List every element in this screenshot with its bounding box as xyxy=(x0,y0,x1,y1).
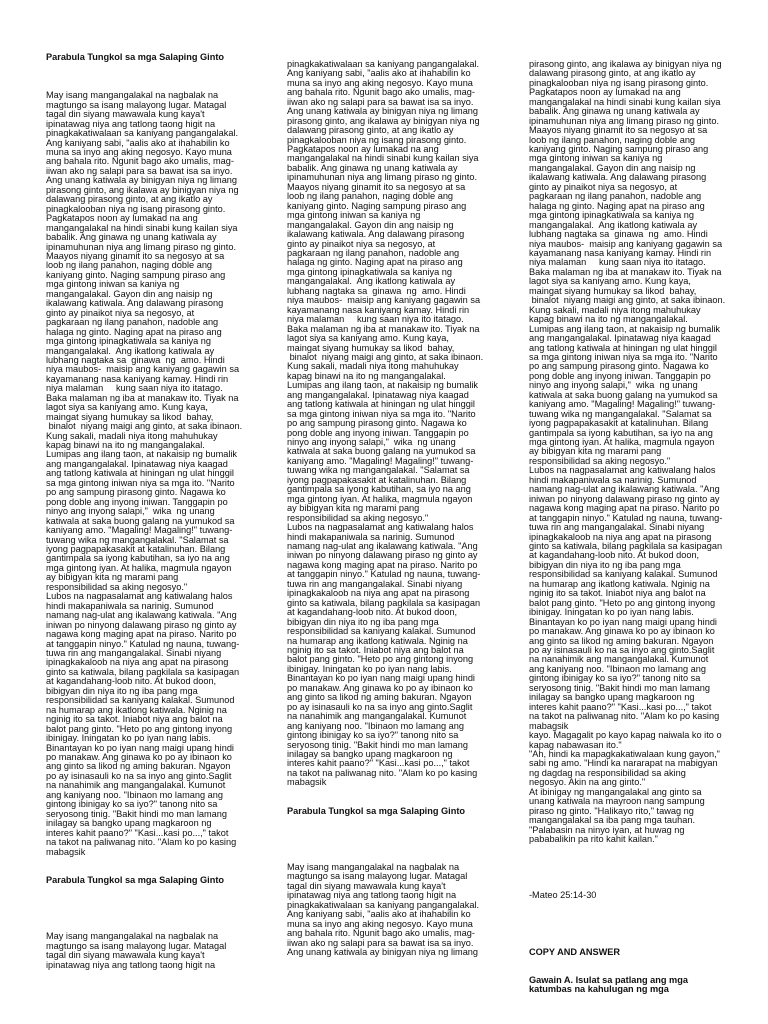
section-heading: COPY AND ANSWER xyxy=(529,946,621,957)
parable-title-repeat: Parabula Tungkol sa mga Salaping Ginto xyxy=(46,874,224,885)
parable-body: May isang mangangalakal na nagbalak na magtungo sa isang malayong lugar. Matagal tagal din siyang mawawala kung kaya't ipinatawag niya ang tatlong taong higit na pinagkakatiwalaan sa kaniyang pangangalakal. Ang kaniyang sabi, "aalis ako at ihahabilin ko muna sa inyo ang aking negosyo. Kayo muna ang bahala rito. Ngunit bago ako umalis, mag- iiwan ako ng salapi para sa bawat isa sa inyo. Ang unang katiwala ay binigyan niya ng limang pirasong ginto, ang ikalawa ay binigyan niya ng dalawang pirasong ginto, at ang ikatlo ay pinagkalooban niya ng isang pirasong ginto. Pagkatapos noon ay lumakad na ang mangangalakal na hindi sinabi kung kailan siya babalik. Ang ginawa ng unang katiwala ay ipinamuhunan niya ang limang piraso ng ginto. Maayos niyang ginamit ito sa negosyo at sa loob ng ilang panahon, naging doble ang kaniyang ginto. Naging sampung piraso ang mga gintong iniwan sa kaniya ng mangangalakal. Gayon din ang naisip ng ikalawang katiwala. Ang dalawang pirasong ginto ay pinaikot niya sa negosyo, at pagkaraan ng ilang panahon, nadoble ang halaga ng ginto. Naging apat na piraso ang mga gintong ipinagkatiwala sa kaniya ng mangangalakal. Ang ikatlong katiwala ay lubhang nagtaka sa ginawa ng amo. Hindi niya maubos- maisip ang kaniyang gagawin sa kayamanang nasa kaniyang kamay. Hindi rin niya malaman kung saan niya ito itatago. Baka malaman ng iba at manakaw ito. Tiyak na lagot siya sa kaniyang amo. Kung kaya, maingat siyang humukay sa likod bahay, binalot niyang maigi ang ginto, at saka ibinaon. Kung sakali, madali niya itong mahuhukay kapag binawi na ito ng mangangalakal. Lumipas ang ilang taon, at nakaisip ng bumalik ang mangangalakal. Ipinatawag niya kaagad ang tatlong katiwala at hiningan ng ulat hinggil sa mga gintong iniwan niya sa mga ito. "Narito po ang sampung pirasong ginto. Nagawa ko pong doble ang inyong iniwan. Tanggapin po ninyo ang inyong salapi," wika ng unang katiwala at saka buong galang na yumukod sa kaniyang amo. "Magaling! Magaling!" tuwang- tuwang wika ng mangangalakal. "Salamat sa iyong pagpapakasakit at katalinuhan. Bilang gantimpala sa iyong kabutihan, sa iyo na ang mga gintong iyan. At halika, magmula ngayon ay bibigyan kita ng marami pang responsibilidad sa aking negosyo." Lubos na nagpasalamat ang katiwalang halos hindi makapaniwala sa narinig. Sumunod namang nag-ulat ang ikalawang katiwala. "Ang iniwan po ninyong dalawang piraso ng ginto ay nagawa kong maging apat na piraso. Narito po at tanggapin ninyo." Katulad ng nauna, tuwang- tuwa rin ang mangangalakal. Sinabi niyang ipinagkakaloob na niya ang apat na pirasong ginto sa katiwala, bilang pagkilala sa kasipagan at kagandahang-loob nito. At bukod doon, bibigyan din niya ito ng iba pang mga responsibilidad sa kaniyang kalakal. Sumunod na humarap ang ikatlong katiwala. Nginig na nginig ito sa takot. Iniabot niya ang balot na balot pang ginto. "Heto po ang gintong inyong ibinigay. Iningatan ko po iyan nang labis. Binantayan ko po iyan nang maigi upang hindi po manakaw. Ang ginawa ko po ay ibinaon ko ang ginto sa likod ng aming bakuran. Ngayon po ay isinasauli ko na sa inyo ang ginto.Saglit na nanahimik ang mangangalakal. Kumunot ang kaniyang noo. "Ibinaon mo lamang ang gintong ibinigay ko sa iyo?" tanong nito sa seryosong tinig. "Bakit hindi mo man lamang inilagay sa bangko upang magkaroon ng interes kahit paano?" "Kasi...kasi po...," takot na takot na paliwanag nito. "Alam ko po kasing mabagsik xyxy=(46,90,243,857)
parable-body-end: pirasong ginto, ang ikalawa ay binigyan niya ng dalawang pirasong ginto, at ang ikatlo ay pinagkalooban niya ng isang pirasong ginto. Pagkatapos noon ay lumakad na ang mangangalakal na hindi sinabi kung kailan siya babalik. Ang ginawa ng unang katiwala ay ipinamuhunan niya ang limang piraso ng ginto. Maayos niyang ginamit ito sa negosyo at sa loob ng ilang panahon, naging doble ang kaniyang ginto. Naging sampung piraso ang mga gintong iniwan sa kaniya ng mangangalakal. Gayon din ang naisip ng ikalawang katiwala. Ang dalawang pirasong ginto ay pinaikot niya sa negosyo, at pagkaraan ng ilang panahon, nadoble ang halaga ng ginto. Naging apat na piraso ang mga gintong ipinagkatiwala sa kaniya ng mangangalakal. Ang ikatlong katiwala ay lubhang nagtaka sa ginawa ng amo. Hindi niya maubos- maisip ang kaniyang gagawin sa kayamanang nasa kaniyang kamay. Hindi rin niya malaman kung saan niya ito itatago. Baka malaman ng iba at manakaw ito. Tiyak na lagot siya sa kaniyang amo. Kung kaya, maingat siyang humukay sa likod bahay, binalot niyang maigi ang ginto, at saka ibinaon. Kung sakali, madali niya itong mahuhukay kapag binawi na ito ng mangangalakal. Lumipas ang ilang taon, at nakaisip ng bumalik ang mangangalakal. Ipinatawag niya kaagad ang tatlong katiwala at hiningan ng ulat hinggil sa mga gintong iniwan niya sa mga ito. "Narito po ang sampung pirasong ginto. Nagawa ko pong doble ang inyong iniwan. Tanggapin po ninyo ang inyong salapi," wika ng unang katiwala at saka buong galang na yumukod sa kaniyang amo. "Magaling! Magaling!" tuwang- tuwang wika ng mangangalakal. "Salamat sa iyong pagpapakasakit at katalinuhan. Bilang gantimpala sa iyong kabutihan, sa iyo na ang mga gintong iyan. At halika, magmula ngayon ay bibigyan kita ng marami pang responsibilidad sa aking negosyo." Lubos na nagpasalamat ang katiwalang halos hindi makapaniwala sa narinig. Sumunod namang nag-ulat ang ikalawang katiwala. "Ang iniwan po ninyong dalawang piraso ng ginto ay nagawa kong maging apat na piraso. Narito po at tanggapin ninyo." Katulad ng nauna, tuwang- tuwa rin ang mangangalakal. Sinabi niyang ipinagkakaloob na niya ang apat na pirasong ginto sa katiwala, bilang pagkilala sa kasipagan at kagandahang-loob nito. At bukod doon, bibigyan din niya ito ng iba pang mga responsibilidad sa kaniyang kalakal. Sumunod na humarap ang ikatlong katiwala. Nginig na nginig ito sa takot. Iniabot niya ang balot na balot pang ginto. "Heto po ang gintong inyong ibinigay. Iningatan ko po iyan nang labis. Binantayan ko po iyan nang maigi upang hindi po manakaw. Ang ginawa ko po ay ibinaon ko ang ginto sa likod ng aming bakuran. Ngayon po ay isinasauli ko na sa inyo ang ginto.Saglit na nanahimik ang mangangalakal. Kumunot ang kaniyang noo. "Ibinaon mo lamang ang gintong ibinigay ko sa iyo?" tanong nito sa seryosong tinig. "Bakit hindi mo man lamang inilagay sa bangko upang magkaroon ng interes kahit paano?" "Kasi...kasi po...," takot na takot na paliwanag nito. "Alam ko po kasing mabagsik kayo. Magagalit po kayo kapag naiwala ko ito o kapag nabawasan ito." "Ah, hindi ka mapagkakatiwalaan kung gayon," sabi ng amo. "Hindi ka nararapat na mabigyan ng dagdag na responsibilidad sa aking negosyo. Akin na ang ginto." At ibinigay ng mangangalakal ang ginto sa unang katiwala na mayroon nang sampung piraso ng ginto. "Halikayo rito," tawag ng mangangalakal sa iba pang mga tauhan. "Palabasin na ninyo iyan, at huwag ng pababalikin pa rito kahit kailan." xyxy=(529,58,726,845)
parable-body-repeat: May isang mangangalakal na nagbalak na magtungo sa isang malayong lugar. Matagal tagal din siyang mawawala kung kaya't ipinatawag niya ang tatlong taong higit na xyxy=(46,931,227,970)
column-2 xyxy=(287,41,510,981)
parable-body-continued: pinagkakatiwalaan sa kaniyang pangangalakal. Ang kaniyang sabi, "aalis ako at ihahabilin ko muna sa inyo ang aking negosyo. Kayo muna ang bahala rito. Ngunit bago ako umalis, mag- iiwan ako ng salapi para sa bawat isa sa inyo. Ang unang katiwala ay binigyan niya ng limang pirasong ginto, ang ikalawa ay binigyan niya ng dalawang pirasong ginto, at ang ikatlo ay pinagkalooban niya ng isang pirasong ginto. Pagkatapos noon ay lumakad na ang mangangalakal na hindi sinabi kung kailan siya babalik. Ang ginawa ng unang katiwala ay ipinamuhunan niya ang limang piraso ng ginto. Maayos niyang ginamit ito sa negosyo at sa loob ng ilang panahon, naging doble ang kaniyang ginto. Naging sampung piraso ang mga gintong iniwan sa kaniya ng mangangalakal. Gayon din ang naisip ng ikalawang katiwala. Ang dalawang pirasong ginto ay pinaikot niya sa negosyo, at pagkaraan ng ilang panahon, nadoble ang halaga ng ginto. Naging apat na piraso ang mga gintong ipinagkatiwala sa kaniya ng mangangalakal. Ang ikatlong katiwala ay lubhang nagtaka sa ginawa ng amo. Hindi niya maubos- maisip ang kaniyang gagawin sa kayamanang nasa kaniyang kamay. Hindi rin niya malaman kung saan niya ito itatago. Baka malaman ng iba at manakaw ito. Tiyak na lagot siya sa kaniyang amo. Kung kaya, maingat siyang humukay sa likod bahay, binalot niyang maigi ang ginto, at saka ibinaon. Kung sakali, madali niya itong mahuhukay kapag binawi na ito ng mangangalakal. Lumipas ang ilang taon, at nakaisip ng bumalik ang mangangalakal. Ipinatawag niya kaagad ang tatlong katiwala at hiningan ng ulat hinggil sa mga gintong iniwan niya sa mga ito. "Narito po ang sampung pirasong ginto. Nagawa ko pong doble ang inyong iniwan. Tanggapin po ninyo ang inyong salapi," wika ng unang katiwala at saka buong galang na yumukod sa kaniyang amo. "Magaling! Magaling!" tuwang- tuwang wika ng mangangalakal. "Salamat sa iyong pagpapakasakit at katalinuhan. Bilang gantimpala sa iyong kabutihan, sa iyo na ang mga gintong iyan. At halika, magmula ngayon ay bibigyan kita ng marami pang responsibilidad sa aking negosyo." Lubos na nagpasalamat ang katiwalang halos hindi makapaniwala sa narinig. Sumunod namang nag-ulat ang ikalawang katiwala. "Ang iniwan po ninyong dalawang piraso ng ginto ay nagawa kong maging apat na piraso. Narito po at tanggapin ninyo." Katulad ng nauna, tuwang- tuwa rin ang mangangalakal. Sinabi niyang ipinagkakaloob na niya ang apat na pirasong ginto sa katiwala, bilang pagkilala sa kasipagan at kagandahang-loob nito. At bukod doon, bibigyan din niya ito ng iba pang mga responsibilidad sa kaniyang kalakal. Sumunod na humarap ang ikatlong katiwala. Nginig na nginig ito sa takot. Iniabot niya ang balot na balot pang ginto. "Heto po ang gintong inyong ibinigay. Iningatan ko po iyan nang labis. Binantayan ko po iyan nang maigi upang hindi po manakaw. Ang ginawa ko po ay ibinaon ko ang ginto sa likod ng aming bakuran. Ngayon po ay isinasauli ko na sa inyo ang ginto.Saglit na nanahimik ang mangangalakal. Kumunot ang kaniyang noo. "Ibinaon mo lamang ang gintong ibinigay ko sa iyo?" tanong nito sa seryosong tinig. "Bakit hindi mo man lamang inilagay sa bangko upang magkaroon ng interes kahit paano?" "Kasi...kasi po...," takot na takot na paliwanag nito. "Alam ko po kasing mabagsik xyxy=(287,58,484,788)
bible-citation: -Mateo 25:14-30 xyxy=(529,890,597,901)
activity-instruction: Gawain A. Isulat sa patlang ang mga katumbas na kahulugan ng mga xyxy=(529,974,688,995)
parable-title: Parabula Tungkol sa mga Salaping Ginto xyxy=(46,51,224,62)
parable-body-repeat-2: May isang mangangalakal na nagbalak na magtungo sa isang malayong lugar. Matagal tagal din siyang mawawala kung kaya't ipinatawag niya ang tatlong taong higit na pinagkakatiwalaan sa kaniyang pangangalakal. Ang kaniyang sabi, "aalis ako at ihahabilin ko muna sa inyo ang aking negosyo. Kayo muna ang bahala rito. Ngunit bago ako umalis, mag- iiwan ako ng salapi para sa bawat isa sa inyo. Ang unang katiwala ay binigyan niya ng limang xyxy=(287,861,480,958)
parable-title-repeat-2: Parabula Tungkol sa mga Salaping Ginto xyxy=(287,805,465,816)
column-3 xyxy=(529,41,752,995)
column-1 xyxy=(46,34,269,976)
